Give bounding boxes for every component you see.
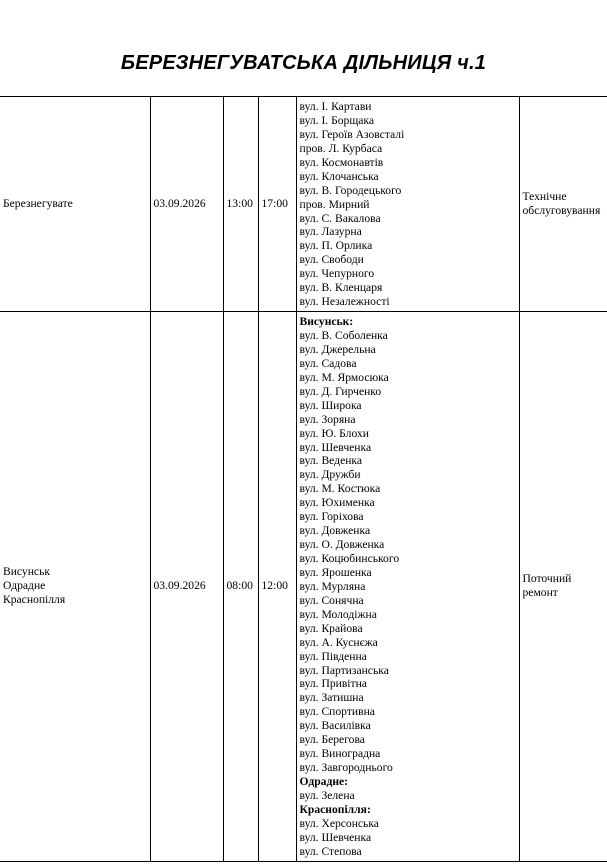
street-item: вул. Клочанська: [299, 169, 379, 183]
street-item: вул. Чепурного: [299, 267, 375, 281]
street-item: вул. Виноградна: [299, 747, 381, 761]
table-row: [0, 97, 607, 312]
street-item: вул. Незалежності: [299, 295, 390, 309]
locality-cell: [0, 97, 150, 312]
street-item: вул. Спортивна: [299, 705, 375, 719]
street-item: вул. Зелена: [299, 788, 355, 802]
streets-list: [300, 315, 516, 859]
locality-cell: [0, 312, 150, 862]
street-item: вул. Коцюбинського: [299, 552, 400, 565]
street-item: вул. І. Картави: [299, 100, 372, 113]
start-time-cell: 08:00: [223, 312, 258, 862]
date-cell: 03.09.2026: [150, 312, 223, 862]
street-item: вул. Шевченка: [299, 830, 372, 844]
streets-cell: [296, 97, 519, 312]
end-time-cell: 12:00: [258, 312, 296, 862]
street-item: пров. Л. Курбаса: [299, 141, 383, 155]
village-heading: Висунськ:: [299, 315, 354, 329]
street-item: вул. С. Вакалова: [299, 211, 381, 225]
street-item: вул. Веденка: [299, 454, 363, 468]
street-item: вул. Довженка: [299, 524, 371, 538]
reason-cell: Поточний ремонт: [519, 312, 607, 862]
street-item: вул. Шевченка: [299, 440, 372, 454]
start-time-cell: 13:00: [223, 97, 258, 312]
street-item: вул. Степова: [299, 844, 362, 858]
street-item: вул. Затишна: [299, 691, 364, 705]
street-item: вул. Ярошенка: [299, 565, 372, 579]
street-item: вул. В. Кленцаря: [299, 281, 383, 295]
street-item: вул. А. Куснєжа: [299, 635, 378, 649]
street-item: вул. Партизанська: [299, 663, 389, 677]
end-time-cell: 17:00: [258, 97, 296, 312]
street-item: вул. М. Ярмосюка: [299, 370, 389, 384]
street-item: вул. Героїв Азовсталі: [299, 127, 405, 141]
date-cell: 03.09.2026: [150, 97, 223, 312]
street-item: вул. Лазурна: [299, 225, 362, 239]
street-item: вул. Мурляна: [299, 579, 366, 593]
street-item: вул. Херсонська: [299, 816, 379, 830]
street-item: вул. Зоряна: [299, 412, 356, 426]
street-item: вул. Дружби: [299, 468, 361, 482]
street-item: вул. В. Городецького: [299, 183, 402, 197]
street-item: вул. Космонавтів: [299, 155, 384, 169]
street-item: вул. Юхименка: [299, 496, 375, 510]
locality-name: Висунськ: [3, 565, 50, 579]
street-item: вул. Крайова: [299, 621, 363, 635]
street-item: вул. І. Борщака: [299, 113, 375, 127]
street-item: вул. Джерельна: [299, 342, 376, 356]
locality-name: Березнегувате: [3, 197, 73, 211]
street-item: вул. Південна: [299, 649, 367, 663]
street-item: вул. В. Соболенка: [299, 329, 388, 342]
reason-cell: Технічне обслуговування: [519, 97, 607, 312]
street-item: вул. Завгороднього: [299, 761, 393, 775]
street-item: вул. Д. Гирченко: [299, 384, 382, 398]
locality-name: Одрадне: [3, 579, 46, 593]
street-item: вул. Садова: [299, 356, 357, 370]
outage-schedule-table: [0, 96, 607, 862]
street-item: вул. Горіхова: [299, 510, 364, 524]
street-item: вул. Василівка: [299, 719, 371, 733]
table-row: [0, 312, 607, 862]
street-item: вул. Привітна: [299, 677, 367, 691]
village-heading: Одрадне:: [299, 775, 349, 788]
street-item: вул. О. Довженка: [299, 538, 385, 552]
street-item: вул. Сонячна: [299, 593, 364, 607]
streets-list: [300, 100, 516, 309]
street-item: вул. Берегова: [299, 733, 365, 747]
street-item: вул. Молодіжна: [299, 607, 377, 621]
street-item: вул. Широка: [299, 398, 362, 412]
street-item: вул. Свободи: [299, 253, 364, 267]
page-title: БЕРЕЗНЕГУВАТСЬКА ДІЛЬНИЦЯ ч.1: [120, 52, 487, 74]
street-item: вул. П. Орлика: [299, 239, 373, 253]
locality-name: Краснопілля: [3, 593, 66, 607]
village-heading: Краснопілля:: [299, 802, 371, 816]
table-body: [0, 97, 607, 862]
street-item: вул. М. Костюка: [299, 482, 381, 496]
street-item: вул. Ю. Блохи: [299, 426, 369, 440]
streets-cell: [296, 312, 519, 862]
street-item: пров. Мирний: [299, 197, 370, 211]
